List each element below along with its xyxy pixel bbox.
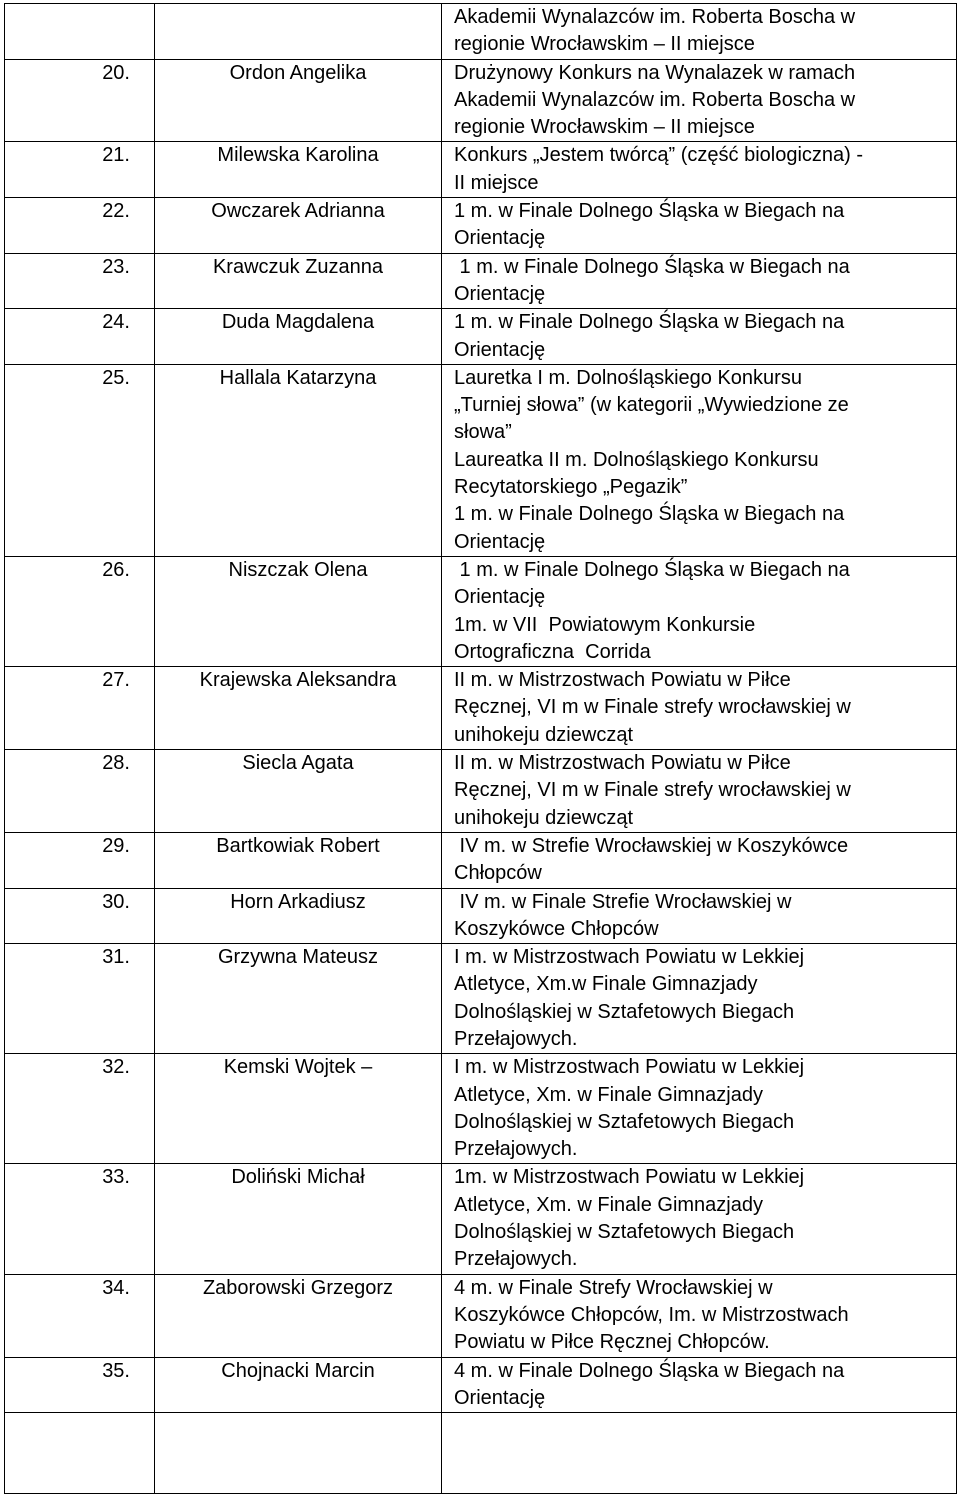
achievement-line: 1m. w Mistrzostwach Powiatu w Lekkiej (454, 1166, 805, 1189)
achievement-line: 1m. w VII Powiatowym Konkursie (454, 613, 756, 636)
table-row (5, 142, 957, 198)
achievement-cell (442, 59, 957, 142)
row-number: 20. (5, 59, 155, 142)
achievement-line: II miejsce (454, 171, 539, 194)
achievement-line: I m. w Mistrzostwach Powiatu w Lekkiej (454, 1056, 805, 1079)
achievement-line: 1 m. w Finale Dolnego Śląska w Biegach na (454, 503, 845, 526)
student-name: Krawczuk Zuzanna (155, 253, 442, 309)
achievement-line: Drużynowy Konkurs na Wynalazek w ramach (454, 61, 856, 84)
achievement-line: Recytatorskiego „Pegazik” (454, 476, 688, 499)
student-name: Grzywna Mateusz (155, 944, 442, 1054)
achievement-line: Orientację (454, 530, 546, 553)
row-number: 32. (5, 1054, 155, 1164)
achievement-line: Przełajowych. (454, 1138, 578, 1161)
student-name: Chojnacki Marcin (155, 1357, 442, 1413)
achievement-line: Orientację (454, 338, 546, 361)
student-name: Duda Magdalena (155, 309, 442, 365)
achievement-line: Dolnośląskiej w Sztafetowych Biegach (454, 1221, 795, 1244)
student-name: Niszczak Olena (155, 556, 442, 666)
achievement-line: Ręcznej, VI m w Finale strefy wrocławskiej w (454, 779, 851, 802)
row-number: 34. (5, 1274, 155, 1357)
achievement-cell (442, 1164, 957, 1274)
achievement-line: Lauretka I m. Dolnośląskiego Konkursu (454, 366, 802, 389)
achievement-line: Koszykówce Chłopców (454, 917, 659, 940)
table-row (5, 1054, 957, 1164)
achievement-line: II m. w Mistrzostwach Powiatu w Piłce (454, 669, 791, 692)
row-number: 31. (5, 944, 155, 1054)
achievement-line: Ręcznej, VI m w Finale strefy wrocławskiej w (454, 696, 851, 719)
student-name (155, 4, 442, 60)
achievement-line: słowa” (454, 421, 512, 444)
achievement-line: unihokeju dziewcząt (454, 806, 633, 829)
table-row (5, 556, 957, 666)
row-number: 26. (5, 556, 155, 666)
achievement-line: II m. w Mistrzostwach Powiatu w Piłce (454, 752, 791, 775)
table-row (5, 4, 957, 60)
achievement-line: Chłopców (454, 862, 542, 885)
achievement-line: 4 m. w Finale Dolnego Śląska w Biegach na (454, 1359, 845, 1382)
achievement-line: Dolnośląskiej w Sztafetowych Biegach (454, 1110, 795, 1133)
table-row (5, 667, 957, 750)
row-number: 29. (5, 832, 155, 888)
achievement-cell (442, 309, 957, 365)
row-number (5, 4, 155, 60)
student-name: Horn Arkadiusz (155, 888, 442, 944)
achievement-cell (442, 1054, 957, 1164)
awards-table-body (5, 4, 957, 1494)
student-name: Hallala Katarzyna (155, 364, 442, 556)
student-name: Kemski Wojtek – (155, 1054, 442, 1164)
student-name: Doliński Michał (155, 1164, 442, 1274)
achievement-line: Ortograficzna Corrida (454, 640, 651, 663)
achievement-cell (442, 667, 957, 750)
achievement-line: 1 m. w Finale Dolnego Śląska w Biegach na (454, 558, 850, 581)
achievement-cell (442, 832, 957, 888)
empty-cell (5, 1413, 155, 1494)
achievement-line: Konkurs „Jestem twórcą” (część biologiczna) - (454, 144, 864, 167)
row-number: 23. (5, 253, 155, 309)
achievement-cell (442, 364, 957, 556)
awards-table (4, 3, 957, 1494)
achievement-line: 1 m. w Finale Dolnego Śląska w Biegach na (454, 311, 845, 334)
achievement-cell (442, 944, 957, 1054)
achievement-line: IV m. w Strefie Wrocławskiej w Koszykówce (454, 834, 849, 857)
row-number: 33. (5, 1164, 155, 1274)
achievement-cell (442, 888, 957, 944)
achievement-cell (442, 142, 957, 198)
achievement-line: Orientację (454, 282, 546, 305)
row-number: 24. (5, 309, 155, 365)
achievement-line: unihokeju dziewcząt (454, 723, 633, 746)
achievement-line: I m. w Mistrzostwach Powiatu w Lekkiej (454, 946, 805, 969)
empty-cell (442, 1413, 957, 1494)
achievement-line: „Turniej słowa” (w kategorii „Wywiedzione ze (454, 394, 849, 417)
achievement-line: Atletyce, Xm.w Finale Gimnazjady (454, 973, 758, 996)
achievement-cell (442, 1357, 957, 1413)
table-row (5, 750, 957, 833)
table-row (5, 309, 957, 365)
achievement-line: IV m. w Finale Strefie Wrocławskiej w (454, 890, 792, 913)
achievement-line: Przełajowych. (454, 1027, 578, 1050)
achievement-cell (442, 1274, 957, 1357)
achievement-line: Orientację (454, 586, 546, 609)
row-number: 22. (5, 198, 155, 254)
achievement-cell (442, 4, 957, 60)
achievement-line: Dolnośląskiej w Sztafetowych Biegach (454, 1000, 795, 1023)
table-row (5, 364, 957, 556)
row-number: 27. (5, 667, 155, 750)
table-row (5, 888, 957, 944)
student-name: Krajewska Aleksandra (155, 667, 442, 750)
table-row (5, 1164, 957, 1274)
achievement-line: Orientację (454, 227, 546, 250)
achievement-line: Powiatu w Piłce Ręcznej Chłopców. (454, 1331, 770, 1354)
achievement-line: Przełajowych. (454, 1248, 578, 1271)
table-row (5, 198, 957, 254)
achievement-line: Akademii Wynalazców im. Roberta Boscha w (454, 88, 856, 111)
row-number: 21. (5, 142, 155, 198)
table-row (5, 59, 957, 142)
achievement-line: 1 m. w Finale Dolnego Śląska w Biegach na (454, 200, 845, 223)
achievement-cell (442, 556, 957, 666)
achievement-line: Atletyce, Xm. w Finale Gimnazjady (454, 1083, 763, 1106)
achievement-line: 4 m. w Finale Strefy Wrocławskiej w (454, 1276, 773, 1299)
table-row (5, 832, 957, 888)
empty-table-row (5, 1413, 957, 1494)
achievement-cell (442, 750, 957, 833)
achievement-cell (442, 253, 957, 309)
achievement-line: Akademii Wynalazców im. Roberta Boscha w (454, 6, 856, 28)
student-name: Zaborowski Grzegorz (155, 1274, 442, 1357)
achievement-line: regionie Wrocławskim – II miejsce (454, 116, 755, 139)
empty-cell (155, 1413, 442, 1494)
student-name: Siecla Agata (155, 750, 442, 833)
row-number: 28. (5, 750, 155, 833)
achievement-line: Laureatka II m. Dolnośląskiego Konkursu (454, 448, 819, 471)
student-name: Milewska Karolina (155, 142, 442, 198)
table-row (5, 944, 957, 1054)
table-row (5, 1357, 957, 1413)
table-row (5, 1274, 957, 1357)
student-name: Bartkowiak Robert (155, 832, 442, 888)
row-number: 25. (5, 364, 155, 556)
achievement-line: 1 m. w Finale Dolnego Śląska w Biegach na (454, 255, 850, 278)
achievement-line: Orientację (454, 1386, 546, 1409)
achievement-line: Atletyce, Xm. w Finale Gimnazjady (454, 1193, 763, 1216)
row-number: 35. (5, 1357, 155, 1413)
table-row (5, 253, 957, 309)
achievement-cell (442, 198, 957, 254)
achievement-line: Koszykówce Chłopców, Im. w Mistrzostwach (454, 1303, 849, 1326)
student-name: Owczarek Adrianna (155, 198, 442, 254)
student-name: Ordon Angelika (155, 59, 442, 142)
achievement-line: regionie Wrocławskim – II miejsce (454, 33, 755, 56)
row-number: 30. (5, 888, 155, 944)
